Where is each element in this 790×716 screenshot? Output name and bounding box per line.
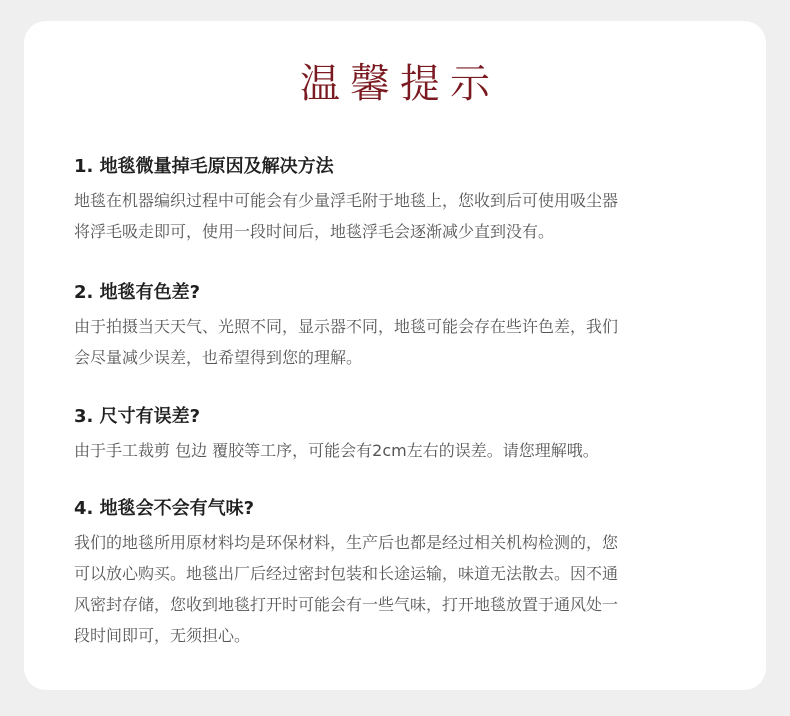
faq-answer-line: 会尽量减少误差，也希望得到您的理解。 (74, 348, 363, 367)
faq-answer-line: 可以放心购买。地毯出厂后经过密封包装和长途运输，味道无法散去。因不通 (74, 564, 619, 583)
faq-answer-line: 我们的地毯所用原材料均是环保材料，生产后也都是经过相关机构检测的，您 (74, 533, 619, 552)
notice-card (24, 21, 766, 690)
faq-section-color-difference (74, 281, 726, 373)
faq-question: 4. 地毯会不会有气味? (74, 498, 255, 519)
faq-answer-line: 由于拍摄当天天气、光照不同，显示器不同，地毯可能会存在些许色差，我们 (74, 317, 619, 336)
faq-answer-line: 风密封存储，您收到地毯打开时可能会有一些气味，打开地毯放置于通风处一 (74, 595, 619, 614)
faq-answer-line: 地毯在机器编织过程中可能会有少量浮毛附于地毯上，您收到后可使用吸尘器 (74, 191, 619, 210)
faq-section-hair-shedding (74, 155, 726, 247)
faq-section-odor (74, 497, 726, 651)
page-title: 温馨提示 (300, 61, 500, 107)
faq-answer-line: 将浮毛吸走即可，使用一段时间后，地毯浮毛会逐渐减少直到没有。 (74, 222, 555, 241)
faq-answer-line: 段时间即可，无须担心。 (74, 626, 251, 645)
faq-question: 2. 地毯有色差? (74, 282, 201, 303)
faq-question: 1. 地毯微量掉毛原因及解决方法 (74, 156, 334, 177)
faq-answer-line: 由于手工裁剪 包边 覆胶等工序，可能会有2cm左右的误差。请您理解哦。 (74, 441, 599, 460)
faq-question: 3. 尺寸有误差? (74, 406, 201, 427)
faq-section-size-error (74, 405, 726, 466)
